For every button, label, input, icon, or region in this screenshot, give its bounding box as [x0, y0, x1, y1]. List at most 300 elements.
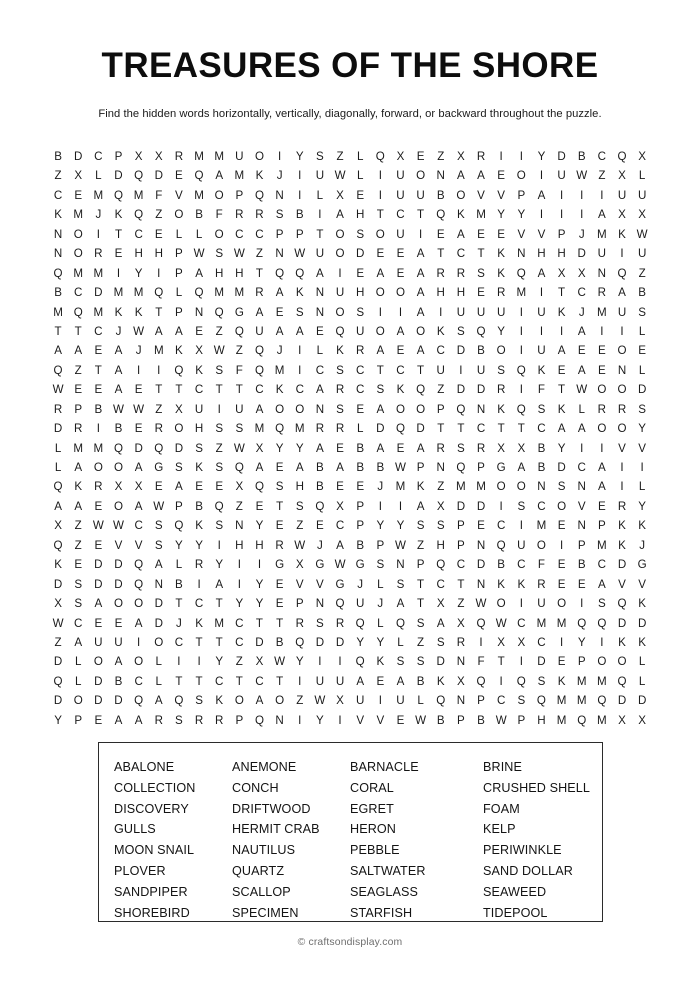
grid-cell[interactable]: O: [134, 655, 144, 669]
grid-cell[interactable]: Q: [53, 480, 63, 494]
grid-cell[interactable]: Q: [476, 674, 486, 688]
grid-cell[interactable]: A: [477, 169, 485, 183]
grid-cell[interactable]: I: [237, 558, 241, 572]
grid-cell[interactable]: A: [376, 402, 385, 416]
grid-cell[interactable]: M: [556, 694, 567, 708]
grid-cell[interactable]: I: [519, 383, 523, 397]
grid-cell[interactable]: A: [416, 441, 425, 455]
grid-cell[interactable]: I: [318, 208, 322, 222]
grid-cell[interactable]: E: [195, 480, 203, 494]
grid-cell[interactable]: E: [74, 188, 83, 202]
grid-cell[interactable]: E: [557, 577, 566, 591]
grid-cell[interactable]: E: [396, 441, 405, 455]
grid-cell[interactable]: I: [559, 635, 564, 649]
grid-cell[interactable]: H: [355, 286, 365, 300]
grid-cell[interactable]: Q: [154, 286, 164, 300]
grid-cell[interactable]: B: [356, 538, 365, 552]
grid-cell[interactable]: A: [154, 324, 163, 338]
grid-cell[interactable]: I: [217, 538, 221, 552]
grid-cell[interactable]: X: [195, 344, 203, 358]
grid-cell[interactable]: Q: [295, 635, 305, 649]
grid-cell[interactable]: M: [536, 519, 547, 533]
grid-cell[interactable]: C: [597, 150, 607, 163]
grid-cell[interactable]: Q: [516, 363, 526, 377]
grid-cell[interactable]: M: [395, 480, 406, 494]
word-list-item[interactable]: DISCOVERY: [114, 801, 189, 816]
grid-cell[interactable]: S: [457, 324, 465, 338]
grid-cell[interactable]: E: [477, 227, 485, 241]
grid-cell[interactable]: Q: [73, 305, 83, 319]
grid-cell[interactable]: T: [316, 227, 324, 241]
grid-cell[interactable]: Q: [174, 519, 184, 533]
grid-cell[interactable]: D: [315, 635, 325, 649]
grid-cell[interactable]: F: [155, 188, 163, 202]
grid-cell[interactable]: R: [194, 713, 204, 727]
grid-cell[interactable]: X: [74, 169, 83, 183]
grid-cell[interactable]: U: [255, 324, 264, 338]
grid-cell[interactable]: L: [155, 674, 162, 688]
grid-cell[interactable]: A: [215, 169, 224, 183]
grid-cell[interactable]: N: [577, 480, 586, 494]
grid-cell[interactable]: C: [194, 597, 204, 611]
grid-cell[interactable]: H: [436, 286, 445, 300]
grid-cell[interactable]: U: [476, 363, 486, 377]
word-list-item[interactable]: ABALONE: [114, 760, 175, 774]
grid-cell[interactable]: Q: [194, 169, 204, 183]
grid-cell[interactable]: I: [137, 363, 141, 377]
grid-cell[interactable]: U: [496, 305, 506, 319]
grid-cell[interactable]: C: [517, 616, 526, 630]
grid-cell[interactable]: Z: [54, 635, 62, 649]
grid-cell[interactable]: D: [255, 635, 264, 649]
grid-cell[interactable]: B: [436, 188, 445, 202]
grid-cell[interactable]: W: [415, 713, 427, 727]
grid-cell[interactable]: I: [600, 188, 604, 202]
grid-cell[interactable]: K: [255, 169, 264, 183]
grid-cell[interactable]: A: [74, 635, 83, 649]
grid-cell[interactable]: R: [235, 208, 244, 222]
grid-cell[interactable]: I: [640, 461, 644, 474]
grid-cell[interactable]: S: [316, 616, 324, 630]
grid-cell[interactable]: K: [557, 674, 566, 688]
grid-cell[interactable]: K: [457, 208, 465, 222]
grid-cell[interactable]: V: [618, 577, 626, 591]
grid-cell[interactable]: M: [214, 616, 225, 630]
grid-cell[interactable]: Y: [275, 441, 284, 455]
grid-cell[interactable]: O: [597, 422, 607, 436]
grid-cell[interactable]: R: [597, 402, 607, 416]
grid-cell[interactable]: S: [376, 558, 385, 572]
grid-cell[interactable]: M: [93, 441, 104, 455]
grid-cell[interactable]: H: [456, 286, 466, 300]
grid-cell[interactable]: I: [398, 499, 403, 513]
grid-cell[interactable]: M: [93, 188, 104, 202]
grid-cell[interactable]: R: [53, 402, 63, 416]
grid-cell[interactable]: M: [556, 713, 567, 727]
grid-cell[interactable]: M: [73, 208, 84, 222]
grid-cell[interactable]: D: [557, 461, 566, 474]
grid-cell[interactable]: O: [617, 383, 627, 397]
grid-cell[interactable]: N: [235, 519, 244, 533]
grid-cell[interactable]: T: [255, 616, 264, 630]
grid-cell[interactable]: Q: [476, 324, 486, 338]
grid-cell[interactable]: Q: [335, 324, 345, 338]
grid-cell[interactable]: A: [275, 324, 284, 338]
grid-cell[interactable]: M: [194, 150, 204, 163]
grid-cell[interactable]: L: [316, 188, 324, 202]
grid-cell[interactable]: Q: [335, 597, 345, 611]
grid-cell[interactable]: D: [53, 655, 63, 669]
grid-cell[interactable]: M: [597, 713, 607, 727]
grid-cell[interactable]: Q: [194, 286, 204, 300]
grid-cell[interactable]: M: [194, 188, 204, 202]
grid-cell[interactable]: K: [497, 247, 506, 261]
word-list-item[interactable]: SEAGLASS: [350, 884, 418, 899]
grid-cell[interactable]: L: [377, 616, 384, 630]
grid-cell[interactable]: M: [476, 480, 486, 494]
grid-cell[interactable]: A: [134, 499, 143, 513]
grid-cell[interactable]: O: [395, 402, 405, 416]
grid-cell[interactable]: Q: [436, 558, 446, 572]
grid-cell[interactable]: O: [557, 499, 567, 513]
grid-cell[interactable]: L: [316, 344, 324, 358]
grid-cell[interactable]: S: [517, 499, 526, 513]
grid-cell[interactable]: C: [134, 519, 143, 533]
grid-cell[interactable]: N: [476, 402, 486, 416]
grid-cell[interactable]: U: [557, 169, 566, 183]
grid-cell[interactable]: S: [235, 422, 244, 436]
grid-cell[interactable]: N: [597, 266, 607, 280]
grid-cell[interactable]: Y: [517, 208, 526, 222]
grid-cell[interactable]: B: [416, 674, 425, 688]
grid-cell[interactable]: Y: [376, 635, 385, 649]
grid-cell[interactable]: C: [436, 577, 445, 591]
word-list-item[interactable]: HERMIT CRAB: [232, 822, 320, 837]
grid-cell[interactable]: L: [638, 480, 646, 494]
grid-cell[interactable]: V: [577, 499, 586, 513]
grid-cell[interactable]: N: [315, 286, 325, 300]
grid-cell[interactable]: W: [394, 461, 406, 474]
word-list-item[interactable]: HERON: [350, 822, 396, 837]
grid-cell[interactable]: Q: [113, 188, 123, 202]
grid-cell[interactable]: Y: [255, 577, 264, 591]
grid-cell[interactable]: P: [457, 519, 465, 533]
grid-cell[interactable]: B: [114, 674, 123, 688]
grid-cell[interactable]: A: [114, 713, 123, 727]
grid-cell[interactable]: T: [517, 422, 525, 436]
grid-cell[interactable]: W: [113, 402, 124, 416]
grid-cell[interactable]: E: [74, 383, 83, 397]
grid-cell[interactable]: G: [335, 577, 345, 591]
grid-cell[interactable]: C: [215, 674, 224, 688]
grid-cell[interactable]: K: [396, 383, 405, 397]
grid-cell[interactable]: X: [134, 150, 143, 163]
grid-cell[interactable]: L: [417, 694, 424, 708]
grid-cell[interactable]: W: [636, 227, 648, 241]
grid-cell[interactable]: Q: [53, 266, 63, 280]
grid-cell[interactable]: A: [598, 480, 606, 494]
grid-cell[interactable]: Q: [174, 694, 184, 708]
grid-cell[interactable]: X: [154, 150, 163, 163]
grid-cell[interactable]: I: [459, 363, 463, 377]
grid-cell[interactable]: H: [194, 422, 204, 436]
grid-cell[interactable]: Q: [214, 305, 224, 319]
grid-cell[interactable]: U: [637, 188, 647, 202]
grid-cell[interactable]: E: [396, 266, 405, 280]
grid-cell[interactable]: S: [376, 383, 385, 397]
grid-cell[interactable]: E: [396, 713, 405, 727]
grid-cell[interactable]: O: [536, 538, 546, 552]
grid-cell[interactable]: F: [477, 655, 485, 669]
grid-cell[interactable]: T: [175, 383, 183, 397]
grid-cell[interactable]: X: [638, 208, 647, 222]
grid-cell[interactable]: N: [275, 247, 284, 261]
grid-cell[interactable]: T: [558, 286, 566, 300]
word-list-item[interactable]: SEAWEED: [483, 884, 547, 899]
grid-cell[interactable]: W: [52, 616, 64, 630]
grid-cell[interactable]: M: [536, 616, 547, 630]
grid-cell[interactable]: A: [517, 461, 526, 474]
grid-cell[interactable]: I: [378, 305, 382, 319]
grid-cell[interactable]: A: [275, 286, 284, 300]
grid-cell[interactable]: E: [638, 344, 647, 358]
grid-cell[interactable]: C: [537, 635, 546, 649]
grid-cell[interactable]: E: [275, 519, 284, 533]
grid-cell[interactable]: U: [597, 247, 607, 261]
grid-cell[interactable]: E: [557, 558, 566, 572]
grid-cell[interactable]: D: [537, 655, 546, 669]
grid-cell[interactable]: I: [499, 499, 503, 513]
grid-cell[interactable]: N: [275, 713, 284, 727]
grid-cell[interactable]: E: [396, 344, 405, 358]
grid-cell[interactable]: L: [638, 169, 646, 183]
grid-cell[interactable]: K: [618, 538, 626, 552]
grid-cell[interactable]: Q: [134, 558, 144, 572]
grid-cell[interactable]: Q: [536, 694, 546, 708]
grid-cell[interactable]: E: [275, 577, 284, 591]
grid-cell[interactable]: O: [496, 597, 506, 611]
grid-cell[interactable]: X: [457, 616, 465, 630]
grid-cell[interactable]: R: [456, 635, 466, 649]
grid-cell[interactable]: N: [315, 305, 325, 319]
grid-cell[interactable]: Q: [577, 713, 587, 727]
grid-cell[interactable]: B: [316, 480, 324, 494]
grid-cell[interactable]: W: [153, 499, 165, 513]
grid-cell[interactable]: L: [74, 655, 82, 669]
word-list-item[interactable]: COLLECTION: [114, 780, 196, 795]
grid-cell[interactable]: U: [617, 305, 627, 319]
grid-cell[interactable]: T: [94, 363, 102, 377]
grid-cell[interactable]: B: [356, 461, 365, 474]
grid-cell[interactable]: O: [93, 461, 103, 474]
grid-cell[interactable]: S: [215, 461, 224, 474]
grid-cell[interactable]: I: [519, 150, 523, 163]
grid-cell[interactable]: P: [175, 266, 183, 280]
grid-cell[interactable]: B: [376, 461, 385, 474]
grid-cell[interactable]: I: [298, 188, 302, 202]
grid-cell[interactable]: W: [92, 519, 104, 533]
grid-cell[interactable]: S: [215, 247, 224, 261]
grid-cell[interactable]: O: [456, 188, 466, 202]
word-list-item[interactable]: SALTWATER: [350, 863, 426, 878]
grid-cell[interactable]: Q: [234, 461, 244, 474]
grid-cell[interactable]: R: [436, 441, 445, 455]
grid-cell[interactable]: M: [294, 422, 305, 436]
grid-cell[interactable]: I: [580, 208, 584, 222]
grid-cell[interactable]: I: [157, 363, 161, 377]
grid-cell[interactable]: T: [175, 674, 183, 688]
grid-cell[interactable]: W: [274, 655, 286, 669]
grid-cell[interactable]: I: [338, 713, 342, 727]
grid-cell[interactable]: C: [74, 616, 83, 630]
grid-cell[interactable]: W: [394, 538, 406, 552]
grid-cell[interactable]: T: [276, 674, 284, 688]
grid-cell[interactable]: E: [356, 266, 365, 280]
grid-cell[interactable]: Z: [215, 324, 223, 338]
grid-cell[interactable]: C: [194, 383, 204, 397]
grid-cell[interactable]: W: [576, 383, 588, 397]
grid-cell[interactable]: I: [499, 674, 503, 688]
word-list-item[interactable]: SHOREBIRD: [114, 905, 190, 920]
word-list-item[interactable]: CONCH: [232, 780, 279, 795]
grid-cell[interactable]: P: [457, 713, 465, 727]
grid-cell[interactable]: M: [133, 188, 144, 202]
grid-cell[interactable]: A: [537, 188, 546, 202]
grid-cell[interactable]: P: [436, 402, 445, 416]
grid-cell[interactable]: Z: [235, 499, 243, 513]
grid-cell[interactable]: U: [355, 597, 365, 611]
grid-cell[interactable]: I: [600, 441, 604, 455]
grid-cell[interactable]: J: [276, 169, 283, 183]
grid-cell[interactable]: Q: [254, 363, 264, 377]
grid-cell[interactable]: J: [377, 480, 384, 494]
grid-cell[interactable]: U: [355, 694, 365, 708]
grid-cell[interactable]: A: [416, 266, 425, 280]
grid-cell[interactable]: E: [598, 499, 606, 513]
grid-cell[interactable]: U: [617, 188, 627, 202]
grid-cell[interactable]: D: [456, 344, 466, 358]
grid-cell[interactable]: D: [94, 694, 103, 708]
grid-cell[interactable]: V: [114, 538, 123, 552]
grid-cell[interactable]: Q: [53, 674, 63, 688]
grid-cell[interactable]: S: [457, 441, 465, 455]
grid-cell[interactable]: K: [638, 597, 647, 611]
grid-cell[interactable]: X: [396, 150, 405, 163]
grid-cell[interactable]: N: [617, 363, 627, 377]
word-list-item[interactable]: STARFISH: [350, 905, 413, 920]
grid-cell[interactable]: L: [175, 227, 183, 241]
grid-cell[interactable]: X: [235, 480, 244, 494]
grid-cell[interactable]: L: [578, 402, 585, 416]
grid-cell[interactable]: M: [214, 286, 225, 300]
grid-cell[interactable]: D: [376, 422, 385, 436]
grid-cell[interactable]: Q: [254, 188, 264, 202]
grid-cell[interactable]: W: [334, 558, 346, 572]
grid-cell[interactable]: N: [456, 655, 466, 669]
grid-cell[interactable]: L: [377, 577, 384, 591]
grid-cell[interactable]: I: [298, 344, 302, 358]
grid-cell[interactable]: A: [255, 694, 264, 708]
grid-cell[interactable]: W: [294, 538, 306, 552]
grid-cell[interactable]: I: [237, 577, 241, 591]
grid-cell[interactable]: M: [456, 480, 466, 494]
grid-cell[interactable]: A: [134, 713, 143, 727]
word-list-item[interactable]: KELP: [483, 822, 516, 837]
grid-cell[interactable]: D: [476, 558, 486, 572]
grid-cell[interactable]: T: [195, 674, 203, 688]
grid-cell[interactable]: O: [375, 227, 385, 241]
grid-cell[interactable]: A: [114, 363, 123, 377]
grid-cell[interactable]: B: [436, 713, 445, 727]
grid-cell[interactable]: L: [638, 363, 646, 377]
grid-cell[interactable]: Q: [154, 441, 164, 455]
grid-cell[interactable]: F: [235, 363, 243, 377]
grid-cell[interactable]: U: [396, 188, 405, 202]
grid-cell[interactable]: A: [316, 441, 324, 455]
word-list-item[interactable]: SAND DOLLAR: [483, 863, 573, 878]
grid-cell[interactable]: S: [215, 363, 224, 377]
grid-cell[interactable]: R: [215, 713, 224, 727]
grid-cell[interactable]: C: [74, 286, 83, 300]
word-list-item[interactable]: QUARTZ: [232, 863, 285, 878]
grid-cell[interactable]: X: [638, 150, 647, 163]
grid-cell[interactable]: Q: [496, 538, 506, 552]
grid-cell[interactable]: Q: [395, 616, 405, 630]
grid-cell[interactable]: R: [496, 383, 506, 397]
grid-cell[interactable]: O: [416, 324, 426, 338]
grid-cell[interactable]: A: [316, 383, 324, 397]
grid-cell[interactable]: Y: [316, 713, 324, 727]
grid-cell[interactable]: J: [357, 577, 364, 591]
grid-cell[interactable]: D: [154, 616, 163, 630]
grid-cell[interactable]: L: [638, 324, 646, 338]
grid-cell[interactable]: G: [637, 558, 647, 572]
grid-cell[interactable]: X: [255, 441, 264, 455]
grid-cell[interactable]: R: [154, 713, 163, 727]
word-list-item[interactable]: GULLS: [114, 822, 156, 837]
grid-cell[interactable]: T: [74, 324, 82, 338]
grid-cell[interactable]: T: [155, 305, 163, 319]
grid-cell[interactable]: A: [416, 286, 425, 300]
grid-cell[interactable]: T: [558, 383, 566, 397]
grid-cell[interactable]: I: [539, 208, 544, 222]
grid-cell[interactable]: O: [375, 286, 385, 300]
grid-cell[interactable]: X: [457, 674, 465, 688]
grid-cell[interactable]: K: [175, 344, 183, 358]
grid-cell[interactable]: B: [537, 441, 546, 455]
grid-cell[interactable]: K: [295, 286, 304, 300]
grid-cell[interactable]: E: [255, 499, 264, 513]
grid-cell[interactable]: P: [477, 461, 485, 474]
grid-cell[interactable]: D: [335, 635, 345, 649]
grid-cell[interactable]: U: [436, 363, 445, 377]
grid-cell[interactable]: V: [175, 188, 183, 202]
word-list-item[interactable]: DRIFTWOOD: [232, 801, 311, 816]
grid-cell[interactable]: S: [295, 499, 304, 513]
grid-cell[interactable]: B: [175, 577, 183, 591]
grid-cell[interactable]: L: [95, 169, 102, 183]
grid-cell[interactable]: D: [456, 383, 466, 397]
grid-cell[interactable]: U: [476, 305, 486, 319]
grid-cell[interactable]: I: [559, 324, 564, 338]
grid-cell[interactable]: E: [436, 227, 445, 241]
grid-cell[interactable]: A: [396, 597, 405, 611]
grid-cell[interactable]: S: [416, 616, 425, 630]
grid-cell[interactable]: W: [133, 402, 145, 416]
grid-cell[interactable]: I: [539, 324, 544, 338]
grid-cell[interactable]: K: [557, 402, 566, 416]
grid-cell[interactable]: J: [135, 344, 142, 358]
